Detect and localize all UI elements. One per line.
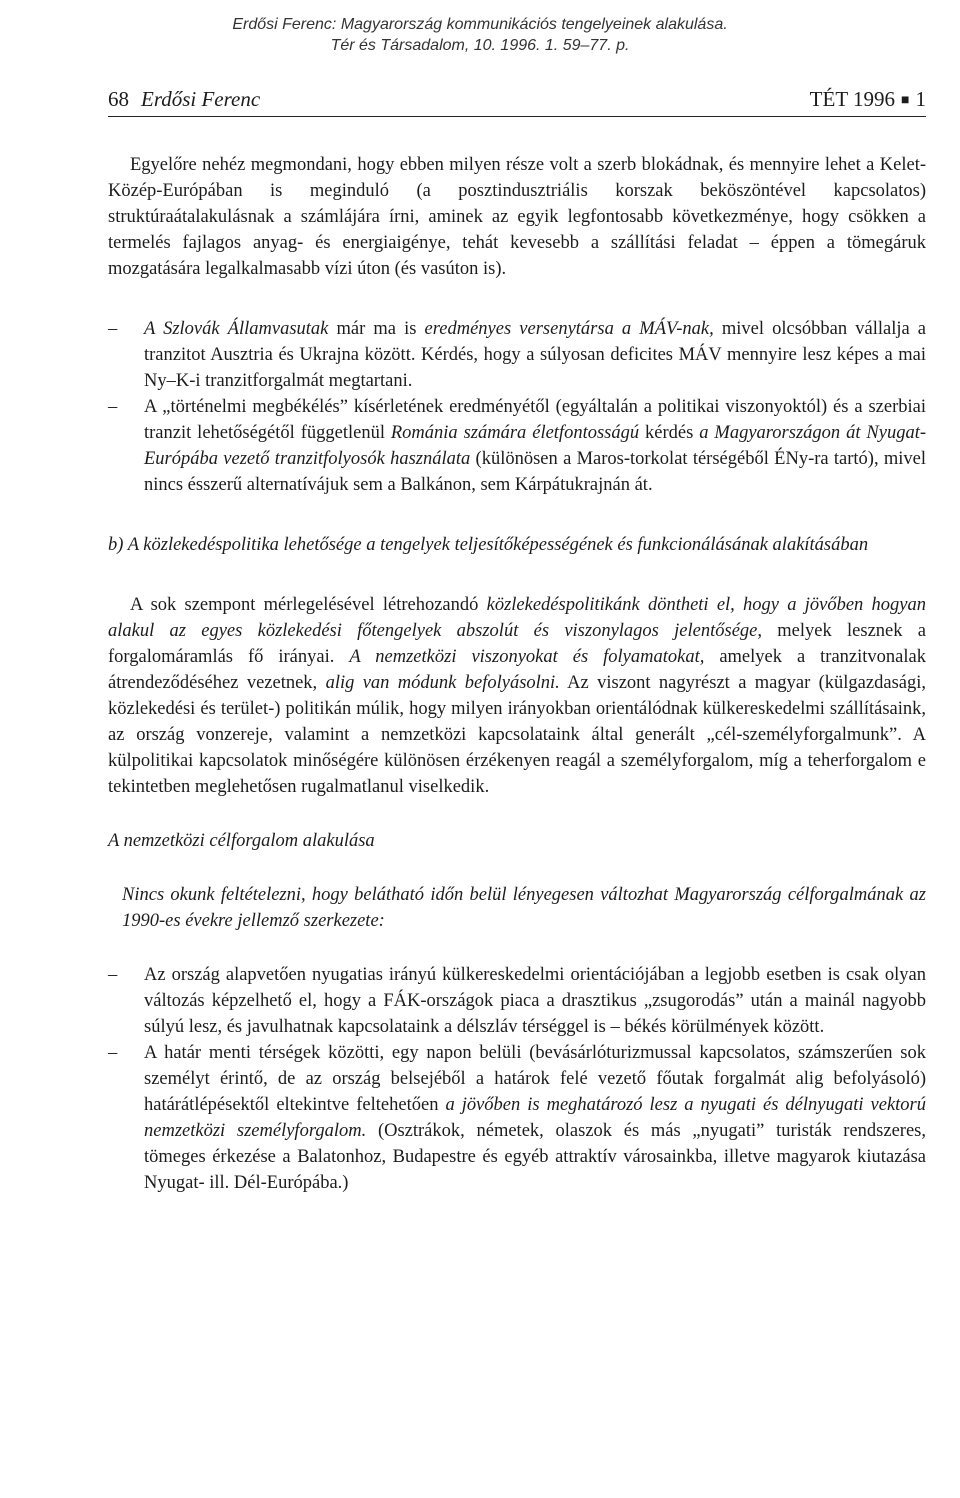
list-item-italic: Románia számára életfontosságú <box>390 423 640 443</box>
list-item-text: Az ország alapvetően nyugatias irányú külkereskedelmi orientációjában a legjobb esetben is csak olyan változás képzelhető el, hogy a FÁK-országok piaca a drasztikus „zsugorodás” után a mainál nagyobb súlyú lesz, és javulhatnak kapcsolataink a délszláv térséggel is – békés körülmények között. <box>144 965 926 1037</box>
list-item-text: kérdés <box>639 423 700 443</box>
paragraph-italic: alig van módunk befolyásolni. <box>325 673 560 693</box>
paragraph-italic: A nemzetközi viszonyokat és folyamatokat, <box>349 647 705 667</box>
list-item-italic: a jövőben is meghatározó lesz a nyugati és délnyugati vektorú nemzetközi személyforgalom. <box>144 1095 926 1141</box>
citation-line-2: Tér és Társadalom, 10. 1996. 1. 59–77. p. <box>330 37 630 54</box>
separator-square-icon: ■ <box>901 93 910 108</box>
dash-bullet: – <box>108 965 118 985</box>
paragraph-1: Egyelőre nehéz megmondani, hogy ebben milyen része volt a szerb blokádnak, és mennyire lehet a Kelet-Közép-Európában is meginduló (a posztindusztriális korszak beköszöntével kapcsolatos) struktúraátalakulásnak a számlájára írni, aminek az egyik legfontosabb következménye, hogy csökken a termelés fajlagos anyag- és energiaigénye, tehát kevesebb a szállítási feladat – éppen a tömegáruk mozgatására legalkalmasabb vízi úton (és vasúton is). <box>108 155 926 279</box>
page-number: 68 <box>108 87 129 111</box>
citation-header <box>0 14 960 56</box>
list-item-italic: a Magyarországon át Nyugat-Európába vezető tranzitfolyosók használata <box>144 423 926 469</box>
paragraph-text: A sok szempont mérlegelésével létrehozandó <box>130 595 487 615</box>
list-item <box>108 962 926 1040</box>
paragraph-text: Az viszont nagyrészt a magyar (külgazdasági, közlekedési és terület-) politikán múlik, hogy milyen irányokban orientálódnak külkereskedelmi szállításaink, az ország vonzereje, valamint a nemzetközi kapcsolataink által generált „cél-személyforgalmunk”. A külpolitikai kapcsolatok minőségére különösen érzékenyen reagál a személyforgalom, míg a teherforgalom e tekintetben meglehetősen rugalmatlanul viselkedik. <box>108 673 926 797</box>
list-item <box>108 394 926 498</box>
journal-name: TÉT 1996 <box>809 87 896 111</box>
list-item-italic: eredményes versenytársa a MÁV-nak, <box>424 319 714 339</box>
paragraph-2 <box>108 592 926 800</box>
list-item-italic: A Szlovák Államvasutak <box>144 319 329 339</box>
running-head-right <box>810 87 926 112</box>
dash-bullet: – <box>108 319 118 339</box>
list-item-text: (különösen a Maros-torkolat térségéből ÉNy-ra tartó), mivel nincs ésszerű alternatívájuk sem a Balkánon, sem Kárpátukrajnán át. <box>144 449 927 495</box>
paragraph-text: melyek lesznek a forgalomáramlás fő irányai. <box>108 621 926 667</box>
paragraph-text: amelyek a tranzitvonalak átrendeződéséhez vezetnek, <box>108 647 926 693</box>
list-item-text: A határ menti térségek közötti, egy napon belüli (bevásárlóturizmussal kapcsolatos, számszerűen sok személyt érintő, de az ország belsejéből a határok felé vezető főutak forgalmát alig befolyásoló) határátlépésektől eltekintve feltehetően <box>144 1043 926 1115</box>
article-body <box>108 152 926 1196</box>
section-heading-c: A nemzetközi célforgalom alakulása <box>108 831 375 851</box>
list-2 <box>108 962 926 1196</box>
issue-number: 1 <box>915 87 926 111</box>
running-head-author: Erdősi Ferenc <box>141 87 261 111</box>
dash-bullet: – <box>108 1043 118 1063</box>
dash-bullet: – <box>108 397 118 417</box>
intro-statement: Nincs okunk feltételezni, hogy belátható időn belül lényegesen változhat Magyarország célforgalmának az 1990-es évekre jellemző szerkezete: <box>122 885 926 931</box>
paragraph-italic: közlekedéspolitikánk döntheti el, hogy a jövőben hogyan alakul az egyes közlekedési főtengelyek abszolút és viszonylagos jelentősége, <box>108 595 926 641</box>
list-1 <box>108 316 926 498</box>
citation-line-1: Erdősi Ferenc: Magyarország kommunikációs tengelyeinek alakulása. <box>232 16 728 33</box>
list-item-text: mivel olcsóbban vállalja a tranzitot Ausztria és Ukrajna között. Kérdés, hogy a súlyosan deficites MÁV mennyire lesz képes a mai Ny–K-i tranzitforgalmát megtartani. <box>144 319 927 391</box>
section-heading-b: b) A közlekedéspolitika lehetősége a tengelyek teljesítőképességének és funkcionálásának alakításában <box>108 535 869 555</box>
list-item-text: A „történelmi megbékélés” kísérletének eredményétől (egyáltalán a politikai viszonyoktól) és a szerbiai tranzit lehetőségétől függetlenül <box>144 397 926 443</box>
list-item-text: már ma is <box>328 319 425 339</box>
list-item <box>108 1040 926 1196</box>
running-head-left <box>108 87 260 112</box>
running-head <box>108 86 926 117</box>
list-item-text: (Osztrákok, németek, olaszok és más „nyugati” turisták rendszeres, tömeges érkezése a Balatonhoz, Budapestre és egyéb attraktív városainkba, illetve magyarok kiutazása Nyugat- ill. Dél-Európába.) <box>144 1121 926 1193</box>
list-item <box>108 316 926 394</box>
